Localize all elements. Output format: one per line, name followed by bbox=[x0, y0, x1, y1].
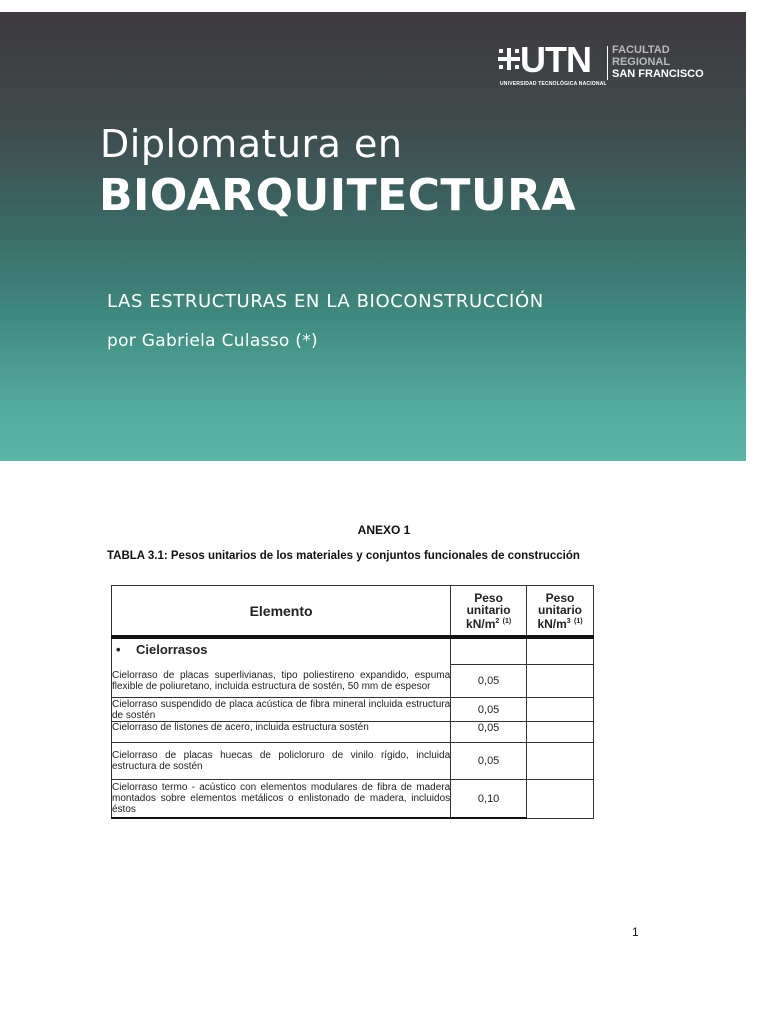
row-value2 bbox=[527, 722, 594, 743]
section-bullet: • bbox=[116, 642, 121, 657]
table-row bbox=[112, 722, 594, 743]
row-value: 0,10 bbox=[451, 780, 527, 819]
table-header-row bbox=[112, 586, 594, 638]
row-value: 0,05 bbox=[451, 698, 527, 722]
section-title-text: Cielorrasos bbox=[136, 642, 208, 657]
table-row bbox=[112, 698, 594, 722]
header-col1-line1: Peso bbox=[474, 590, 503, 605]
logo-divider bbox=[607, 46, 608, 80]
row-value: 0,05 bbox=[451, 722, 527, 743]
row-element: Cielorraso de listones de acero, incluida estructura sostén bbox=[112, 722, 451, 743]
utn-logo bbox=[498, 39, 708, 92]
row-element: Cielorraso termo - acústico con elementos modulares de fibra de madera montados sobre elementos metálicos o enlistonado de madera, incluidos éstos bbox=[112, 780, 451, 819]
section-spacer-2 bbox=[527, 637, 594, 664]
course-title-line1: Diplomatura en bbox=[100, 122, 403, 166]
row-value2 bbox=[527, 698, 594, 722]
logo-faculty bbox=[612, 44, 704, 80]
header-col2-unit: kN/m bbox=[537, 616, 567, 631]
document-subtitle: LAS ESTRUCTURAS EN LA BIOCONSTRUCCIÓN bbox=[107, 291, 544, 312]
header-col1-exp: 2 bbox=[495, 617, 500, 625]
unit-weights-table bbox=[111, 585, 594, 819]
section-title bbox=[112, 637, 451, 664]
logo-faculty-line2: REGIONAL bbox=[612, 56, 671, 68]
table-row bbox=[112, 780, 594, 819]
header-weight-per-volume bbox=[527, 586, 594, 638]
section-row bbox=[112, 637, 594, 664]
annex-heading: ANEXO 1 bbox=[357, 523, 411, 537]
header-col2-line2: unitario bbox=[538, 602, 583, 617]
table-caption: TABLA 3.1: Pesos unitarios de los materiales y conjuntos funcionales de construcción bbox=[107, 550, 580, 562]
section-spacer-1 bbox=[451, 637, 527, 664]
row-value2 bbox=[527, 743, 594, 780]
logo-faculty-line1: FACULTAD bbox=[612, 44, 670, 56]
header-element: Elemento bbox=[112, 586, 451, 638]
logo-brand: UTN bbox=[520, 39, 591, 80]
header-col1-note: (1) bbox=[502, 617, 512, 625]
logo-faculty-line3: SAN FRANCISCO bbox=[612, 68, 704, 80]
header-col1-unit: kN/m bbox=[466, 616, 496, 631]
course-title-line2: BIOARQUITECTURA bbox=[99, 170, 577, 221]
header-col2-line1: Peso bbox=[545, 590, 575, 605]
row-value: 0,05 bbox=[451, 743, 527, 780]
logo-brand-sub: UNIVERSIDAD TECNOLÓGICA NACIONAL bbox=[500, 81, 607, 87]
header-weight-per-area bbox=[451, 586, 527, 638]
header-col1-line2: unitario bbox=[466, 602, 511, 617]
cover-banner bbox=[0, 12, 746, 461]
table-row bbox=[112, 664, 594, 698]
header-col2-exp: 3 bbox=[566, 617, 571, 625]
row-element: Cielorraso de placas huecas de policloruro de vinilo rígido, incluida estructura de sostén bbox=[112, 743, 451, 780]
row-value: 0,05 bbox=[451, 664, 527, 698]
document-author: por Gabriela Culasso (*) bbox=[107, 331, 318, 351]
utn-emblem-icon bbox=[498, 48, 520, 70]
header-col2-note: (1) bbox=[574, 617, 583, 625]
table-row bbox=[112, 743, 594, 780]
row-element: Cielorraso suspendido de placa acústica de fibra mineral incluida estructura de sostén bbox=[112, 698, 451, 721]
row-value2 bbox=[527, 780, 594, 819]
row-value2 bbox=[527, 664, 594, 698]
page-number: 1 bbox=[632, 925, 639, 939]
row-element: Cielorraso de placas superlivianas, tipo poliestireno expandido, espuma flexible de poliuretano, incluida estructura de sostén, 50 mm de espesor bbox=[112, 664, 451, 698]
